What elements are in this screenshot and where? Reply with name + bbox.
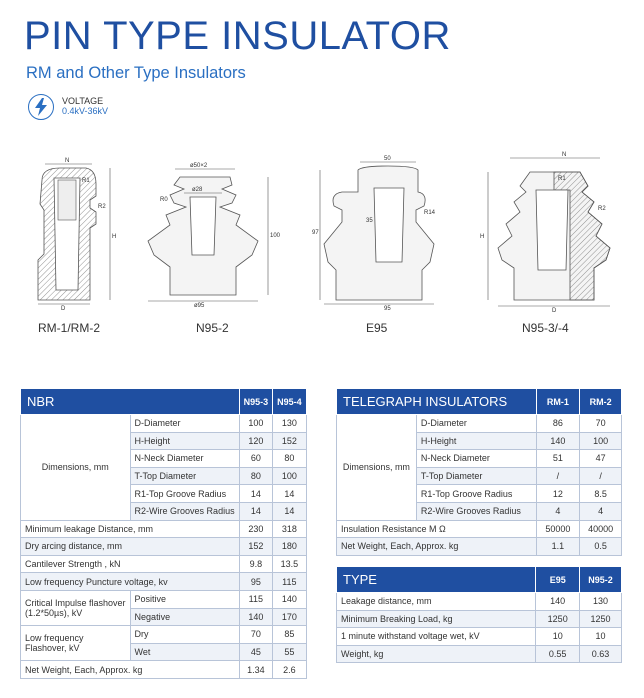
type-title: TYPE [337,567,536,593]
nbr-row-value: 318 [273,520,307,538]
telegraph-dim-label: N-Neck Diameter [416,450,536,468]
type-row-value: 10 [580,628,622,646]
type-row-value: 1250 [580,610,622,628]
nbr-weight-value: 1.34 [239,661,273,679]
type-row-label: Weight, kg [337,645,536,663]
flashover-value: 85 [273,626,307,644]
telegraph-dim-value: 100 [580,432,622,450]
dim-r: R0 [160,197,168,203]
telegraph-table [336,388,622,556]
impulse-sub-label: Positive [130,590,239,608]
telegraph-row-value: 0.5 [580,538,622,556]
flashover-value: 45 [239,643,273,661]
nbr-dim-label: R2-Wire Grooves Radius [130,502,239,520]
telegraph-dim-value: 51 [536,450,580,468]
nbr-row-value: 13.5 [273,555,307,573]
nbr-dim-value: 120 [239,432,273,450]
nbr-dim-value: 60 [239,450,273,468]
nbr-dim-value: 80 [273,450,307,468]
telegraph-row-value: 1.1 [536,538,580,556]
dim-r2: R2 [98,204,106,210]
page-subtitle: RM and Other Type Insulators [26,64,246,82]
dim-height: H [480,234,485,240]
nbr-row-value: 180 [273,538,307,556]
type-row-label: 1 minute withstand voltage wet, kV [337,628,536,646]
dim-r2: R2 [598,206,606,212]
type-row-value: 10 [536,628,580,646]
nbr-col-1: N95-3 [239,389,273,415]
telegraph-row-label: Net Weight, Each, Approx. kg [337,538,537,556]
drawing-e95 [310,152,450,312]
dim-bottom: D [552,308,557,312]
telegraph-dim-value: / [580,467,622,485]
nbr-dim-value: 14 [239,502,273,520]
type-row-label: Leakage distance, mm [337,593,536,611]
telegraph-dim-value: 47 [580,450,622,468]
dim-top: ø50×2 [190,163,208,169]
nbr-row-value: 230 [239,520,273,538]
drawing-rm [20,150,130,310]
caption-e95: E95 [366,321,388,335]
drawing-n95-3-4 [470,150,620,312]
telegraph-col-2: RM-2 [580,389,622,415]
impulse-label [21,590,131,625]
nbr-row-label: Dry arcing distance, mm [21,538,240,556]
nbr-dim-value: 80 [239,467,273,485]
flashover-label [21,626,131,661]
flashover-label-line1: Low frequency [25,633,84,644]
nbr-dim-label: R1-Top Groove Radius [130,485,239,503]
telegraph-col-1: RM-1 [536,389,580,415]
dim-d: D [61,306,66,310]
type-row-value: 130 [580,593,622,611]
nbr-dim-label: T-Top Diameter [130,467,239,485]
flashover-value: 55 [273,643,307,661]
dim-n: N [65,158,70,164]
nbr-col-2: N95-4 [273,389,307,415]
caption-n95-3-4: N95-3/-4 [522,321,569,335]
dim-r1: R1 [82,178,90,184]
dim-bore: 35 [366,218,373,224]
nbr-row-value: 9.8 [239,555,273,573]
nbr-dim-value: 100 [273,467,307,485]
flashover-sub-label: Wet [130,643,239,661]
dim-bottom: ø95 [194,303,205,309]
nbr-row-label: Low frequency Puncture voltage, kv [21,573,240,591]
voltage-value: 0.4kV-36kV [62,106,109,116]
telegraph-row-value: 50000 [536,520,580,538]
impulse-value: 115 [239,590,273,608]
impulse-label-line1: Critical Impulse flashover [25,598,126,609]
nbr-title: NBR [21,389,240,415]
page-title: PIN TYPE INSULATOR [24,14,451,58]
dim-r1: R1 [558,176,566,182]
telegraph-dim-value: / [536,467,580,485]
dim-top: 50 [384,156,391,162]
type-row-value: 140 [536,593,580,611]
nbr-weight-value: 2.6 [273,661,307,679]
dim-bottom: 95 [384,306,391,312]
nbr-table [20,388,307,679]
type-table [336,566,622,663]
telegraph-dim-label: R1-Top Groove Radius [416,485,536,503]
nbr-row-label: Minimum leakage Distance, mm [21,520,240,538]
telegraph-dim-value: 8.5 [580,485,622,503]
telegraph-title: TELEGRAPH INSULATORS [337,389,537,415]
impulse-value: 140 [239,608,273,626]
flashover-value: 70 [239,626,273,644]
type-row-value: 0.55 [536,645,580,663]
flashover-sub-label: Dry [130,626,239,644]
lightning-icon [28,94,54,120]
type-row-value: 1250 [536,610,580,628]
telegraph-dimensions-label: Dimensions, mm [337,415,417,521]
nbr-weight-label: Net Weight, Each, Approx. kg [21,661,240,679]
nbr-row-value: 95 [239,573,273,591]
dim-mid: ø28 [192,187,203,193]
type-row-label: Minimum Breaking Load, kg [337,610,536,628]
impulse-sub-label: Negative [130,608,239,626]
telegraph-dim-label: D-Diameter [416,415,536,433]
nbr-dim-label: H-Height [130,432,239,450]
telegraph-dim-value: 4 [536,502,580,520]
flashover-label-line2: Flashover, kV [25,643,80,654]
nbr-dim-value: 152 [273,432,307,450]
telegraph-dim-value: 70 [580,415,622,433]
dim-r: R14 [424,210,436,216]
telegraph-row-label: Insulation Resistance M Ω [337,520,537,538]
caption-rm: RM-1/RM-2 [38,321,100,335]
nbr-dim-label: D-Diameter [130,415,239,433]
impulse-label-line2: (1.2*50µs), kV [25,608,83,619]
nbr-row-value: 115 [273,573,307,591]
nbr-dim-value: 130 [273,415,307,433]
nbr-dim-value: 14 [239,485,273,503]
nbr-row-label: Cantilever Strength , kN [21,555,240,573]
nbr-dim-label: N-Neck Diameter [130,450,239,468]
telegraph-dim-label: T-Top Diameter [416,467,536,485]
type-col-2: N95-2 [580,567,622,593]
voltage-label: VOLTAGE [62,96,104,106]
nbr-row-value: 152 [239,538,273,556]
type-col-1: E95 [536,567,580,593]
telegraph-dim-value: 86 [536,415,580,433]
telegraph-dim-value: 4 [580,502,622,520]
dim-top: N [562,152,567,158]
nbr-dimensions-label: Dimensions, mm [21,415,131,521]
telegraph-row-value: 40000 [580,520,622,538]
drawing-n95-2 [140,155,285,310]
nbr-dim-value: 100 [239,415,273,433]
nbr-dim-value: 14 [273,502,307,520]
caption-n95-2: N95-2 [196,321,229,335]
impulse-value: 170 [273,608,307,626]
telegraph-dim-value: 140 [536,432,580,450]
telegraph-dim-label: H-Height [416,432,536,450]
telegraph-dim-label: R2-Wire Grooves Radius [416,502,536,520]
dim-height: 97 [312,230,319,236]
nbr-dim-value: 14 [273,485,307,503]
dim-h: H [112,234,117,240]
telegraph-dim-value: 12 [536,485,580,503]
impulse-value: 140 [273,590,307,608]
dim-height: 100 [270,233,281,239]
type-row-value: 0.63 [580,645,622,663]
